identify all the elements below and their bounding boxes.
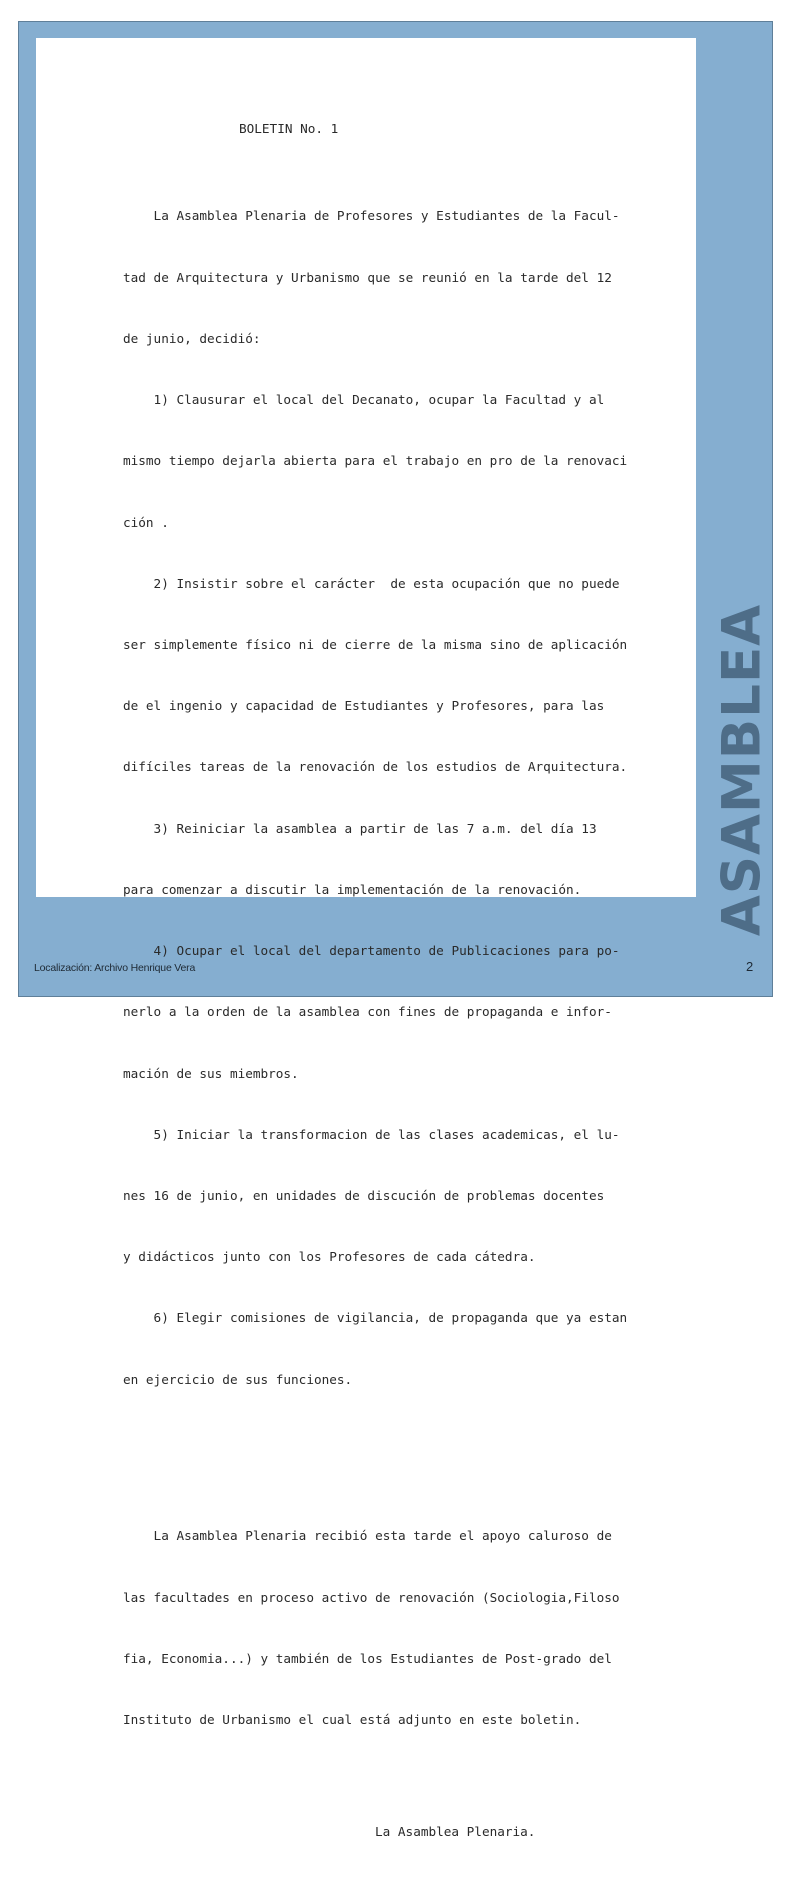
text-line: Instituto de Urbanismo el cual está adjunto en este boletin.	[123, 1712, 582, 1728]
text-line: tad de Arquitectura y Urbanismo que se reunió en la tarde del 12	[123, 269, 612, 285]
closing-lines	[123, 1508, 683, 1768]
text-line: 3) Reiniciar la asamblea a partir de las 7 a.m. del día 13	[123, 820, 597, 836]
text-line: nes 16 de junio, en unidades de discución de problemas docentes	[123, 1187, 605, 1203]
text-line: ser simplemente físico ni de cierre de la misma sino de aplicación	[123, 636, 628, 652]
text-line: difíciles tareas de la renovación de los estudios de Arquitectura.	[123, 759, 628, 775]
body-lines	[123, 188, 683, 1427]
document-title: BOLETIN No. 1	[239, 120, 339, 136]
text-line: nerlo a la orden de la asamblea con fines de propaganda e infor-	[123, 1004, 612, 1020]
text-line: 6) Elegir comisiones de vigilancia, de propaganda que ya estan	[123, 1310, 628, 1326]
text-line: y didácticos junto con los Profesores de cada cátedra.	[123, 1249, 536, 1265]
text-line: 4) Ocupar el local del departamento de Publicaciones para po-	[123, 943, 620, 959]
text-line: La Asamblea Plenaria de Profesores y Estudiantes de la Facul-	[123, 208, 620, 224]
text-line: mación de sus miembros.	[123, 1065, 299, 1081]
page-number: 2	[746, 959, 754, 974]
text-line: en ejercicio de sus funciones.	[123, 1371, 353, 1387]
text-line: las facultades en proceso activo de renovación (Sociologia,Filoso	[123, 1589, 620, 1605]
text-line: de el ingenio y capacidad de Estudiantes y Profesores, para las	[123, 698, 605, 714]
text-line: 5) Iniciar la transformacion de las clases academicas, el lu-	[123, 1126, 620, 1142]
text-line: 1) Clausurar el local del Decanato, ocupar la Facultad y al	[123, 392, 605, 408]
text-line: 2) Insistir sobre el carácter de esta ocupación que no puede	[123, 575, 620, 591]
text-line: de junio, decidió:	[123, 330, 261, 346]
typed-text	[123, 78, 683, 1883]
text-line: para comenzar a discutir la implementación de la renovación.	[123, 881, 582, 897]
signature: La Asamblea Plenaria.	[375, 1823, 536, 1839]
text-line: La Asamblea Plenaria recibió esta tarde el apoyo caluroso de	[123, 1528, 612, 1544]
text-line: mismo tiempo dejarla abierta para el trabajo en pro de la renovaci	[123, 453, 628, 469]
text-line: fia, Economia...) y también de los Estudiantes de Post-grado del	[123, 1650, 612, 1666]
paragraph-gap	[123, 1451, 683, 1465]
text-line: ción .	[123, 514, 169, 530]
source-note: Localización: Archivo Henrique Vera	[34, 962, 196, 974]
side-heading: ASAMBLEA	[711, 603, 773, 937]
